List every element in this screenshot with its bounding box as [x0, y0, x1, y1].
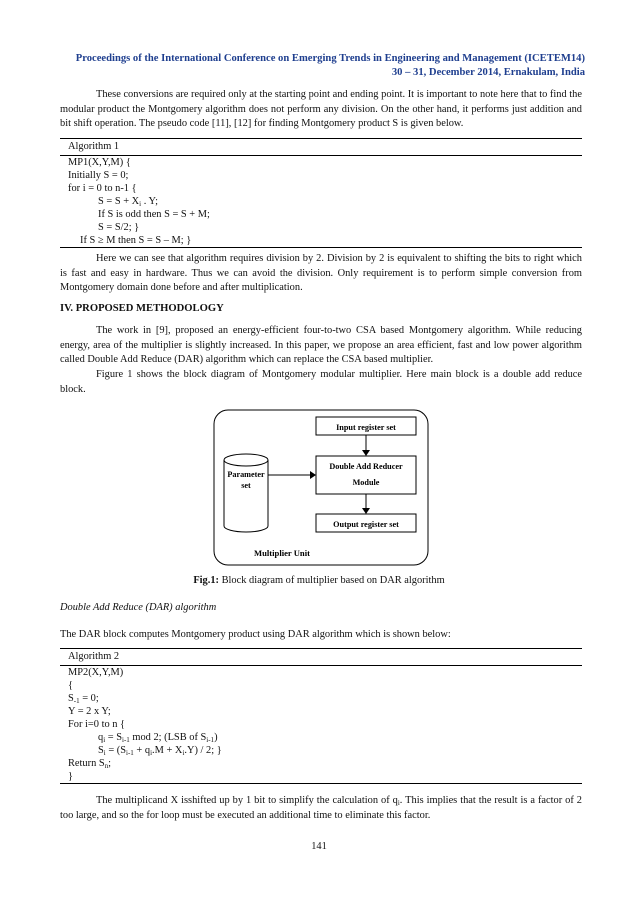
conference-dates: 30 – 31, December 2014, Ernakulam, India [391, 67, 585, 78]
algorithm-2-title: Algorithm 2 [60, 648, 582, 666]
algo1-line: If S is odd then S = S + M; [98, 209, 210, 220]
algorithm-2-body [60, 666, 582, 784]
algo1-line: S = S/2; } [98, 222, 140, 233]
algo1-line: MP1(X,Y,M) { [68, 157, 131, 168]
output-register-label: Output register set [333, 520, 399, 529]
subsection-heading: Double Add Reduce (DAR) algorithm [60, 602, 217, 613]
block-diagram [212, 408, 432, 568]
algo2-line: $S_i = (S_{i-1} + q_i.M + X_i.Y) / 2$; } [98, 745, 222, 757]
dar-module-label-2: Module [352, 478, 380, 487]
intro-paragraph: These conversions are required only at the starting point and ending point. It is important to note here that to find the modular product the Montgomery algorithm does not perform any division. On the other hand, it performs just addition and bit shift operation. The pseudo code [11], [12] for finding Montgomery product S is given below. [60, 89, 582, 130]
figure-caption: Fig.1: Block diagram of multiplier based on DAR algorithm [193, 575, 445, 586]
section-heading: IV. PROPOSED METHODOLOGY [60, 303, 224, 314]
algo2-line: For i=0 to n { [68, 719, 126, 730]
algo2-line: Y = 2 x Y; [68, 706, 111, 717]
algo1-line: If S ≥ M then S = S – M; } [80, 235, 192, 246]
algorithm-1-body [60, 156, 582, 248]
analysis-paragraph: Here we can see that algorithm requires division by 2. Division by 2 is equivalent to shifting the bits to right which is fast and easy in hardware. Thus we can avoid the division. Only requirement is to perform simple conversion from Montgomery domain done before and after multiplication. [60, 253, 582, 294]
parameter-label-2: set [241, 481, 251, 490]
algo2-line: { [68, 680, 73, 691]
algo2-line: $q_i = S_{i-1}$ mod 2; (LSB of $S_{i-1}$) [98, 732, 218, 744]
algo1-line: $S = S + X_i$ . Y; [98, 196, 158, 208]
methodology-paragraph: The work in [9], proposed an energy-efficient four-to-two CSA based Montgomery algorithm. While reducing energy, area of the multiplier is slightly increased. In this paper, we propose an area efficient, fast and low power algorithm called Double Add Reduce (DAR) algorithm which can replace the CSA based multiplier. [60, 325, 582, 366]
algo2-line: Return $S_n$; [68, 758, 112, 770]
dar-intro-paragraph: The DAR block computes Montgomery product using DAR algorithm which is shown below: [60, 629, 451, 640]
algorithm-2-box [60, 648, 582, 784]
page-number: 141 [311, 841, 327, 852]
parameter-label: Parameter [227, 470, 265, 479]
algorithm-1-box [60, 138, 582, 248]
multiplier-unit-label: Multiplier Unit [254, 548, 310, 558]
algo2-line: MP2(X,Y,M) [68, 667, 124, 678]
proceedings-title: Proceedings of the International Conference on Emerging Trends in Engineering and Management (ICETEM14) [75, 53, 585, 64]
input-register-label: Input register set [336, 423, 396, 432]
algo2-line: $S_{-1} = 0$; [68, 693, 99, 705]
figure-reference-paragraph: Figure 1 shows the block diagram of Montgomery modular multiplier. Here main block is a double add reduce block. [60, 369, 582, 395]
algo2-line: } [68, 771, 73, 782]
algo1-line: Initially S = 0; [68, 170, 129, 181]
dar-module-label: Double Add Reducer [329, 462, 403, 471]
closing-paragraph: The multiplicand X isshifted up by 1 bit to simplify the calculation of $q_i$. This implies that the result is a factor of 2 too large, and so the for loop must be executed an additional time to eliminate this factor. [60, 795, 582, 821]
algo1-line: for i = 0 to n-1 { [68, 183, 137, 194]
algorithm-1-title: Algorithm 1 [60, 138, 582, 156]
